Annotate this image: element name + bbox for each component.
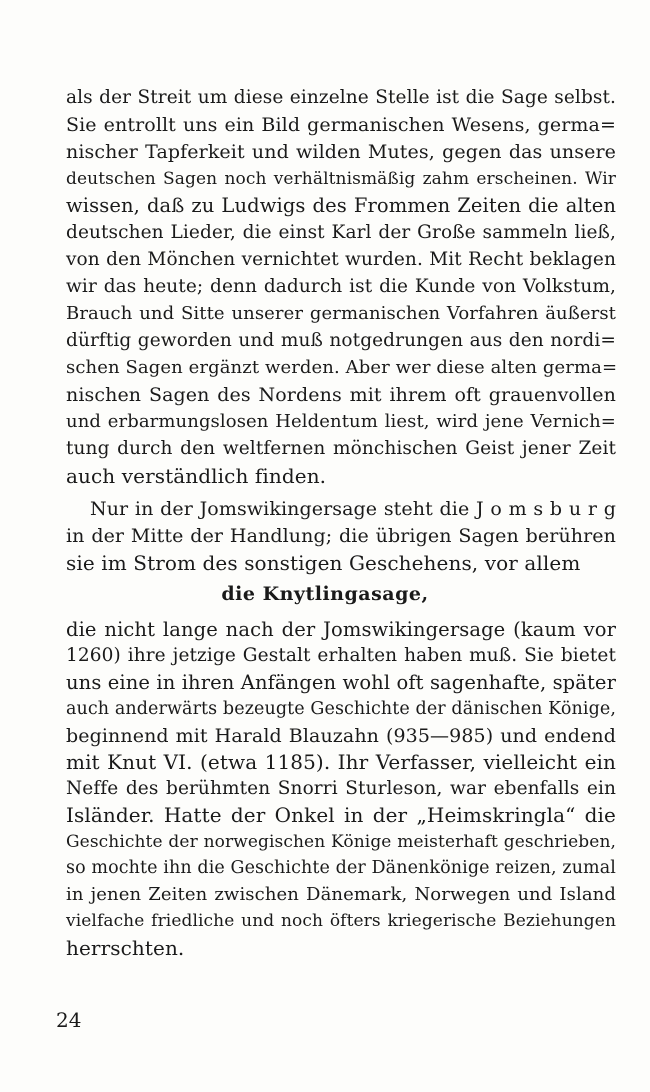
text-line: auch verständlich finden. bbox=[66, 464, 327, 488]
text-line: so mochte ihn die Geschichte der Dänenkönige reizen, zumal bbox=[66, 858, 616, 878]
text-line: nischen Sagen des Nordens mit ihrem oft grauenvollen bbox=[66, 384, 616, 406]
text-line: tung durch den weltfernen mönchischen Geist jener Zeit bbox=[66, 438, 616, 459]
text-line: Brauch und Sitte unserer germanischen Vorfahren äußerst bbox=[66, 303, 616, 324]
text-line: dürftig geworden und muß notgedrungen aus den nordi= bbox=[66, 330, 616, 351]
text-line: auch anderwärts bezeugte Geschichte der dänischen Könige, bbox=[66, 699, 616, 719]
text-line: herrschten. bbox=[66, 936, 185, 960]
text-line: 1260) ihre jetzige Gestalt erhalten haben muß. Sie bietet bbox=[66, 645, 616, 666]
text-line: sie im Strom des sonstigen Geschehens, vor allem bbox=[66, 551, 581, 575]
text-line: in jenen Zeiten zwischen Dänemark, Norwegen und Island bbox=[66, 884, 616, 905]
text-line: von den Mönchen vernichtet wurden. Mit Recht beklagen bbox=[66, 249, 616, 270]
text-line: wir das heute; denn dadurch ist die Kunde von Volkstum, bbox=[66, 276, 616, 297]
text-line: deutschen Sagen noch verhältnismäßig zahm erscheinen. Wir bbox=[66, 169, 616, 189]
text-line: Neffe des berühmten Snorri Sturleson, war ebenfalls ein bbox=[66, 778, 616, 799]
text-line: in der Mitte der Handlung; die übrigen Sagen berühren bbox=[66, 525, 616, 547]
text-line: wissen, daß zu Ludwigs des Frommen Zeiten die alten bbox=[66, 194, 616, 217]
text-line: beginnend mit Harald Blauzahn (935—985) und endend bbox=[66, 725, 616, 747]
text-line: vielfache friedliche und noch öfters kriegerische Beziehungen bbox=[66, 911, 616, 931]
text-line: die nicht lange nach der Jomswikingersage (kaum vor bbox=[66, 618, 616, 641]
text-line: mit Knut VI. (etwa 1185). Ihr Verfasser, vielleicht ein bbox=[66, 750, 616, 774]
text-line: als der Streit um diese einzelne Stelle ist die Sage selbst. bbox=[66, 87, 616, 108]
text-line: nischer Tapferkeit und wilden Mutes, gegen das unsere bbox=[66, 141, 616, 163]
text-line: uns eine in ihren Anfängen wohl oft sagenhafte, später bbox=[66, 671, 616, 694]
text-line: schen Sagen ergänzt werden. Aber wer diese alten germa= bbox=[66, 357, 618, 378]
text-line: und erbarmungslosen Heldentum liest, wird jene Vernich= bbox=[66, 411, 616, 432]
text-line: Sie entrollt uns ein Bild germanischen Wesens, germa= bbox=[66, 114, 616, 136]
page-number: 24 bbox=[56, 1008, 82, 1032]
text-line: Geschichte der norwegischen Könige meisterhaft geschrieben, bbox=[66, 832, 616, 852]
text-line: deutschen Lieder, die einst Karl der Große sammeln ließ, bbox=[66, 222, 616, 243]
section-heading: die Knytlingasage, bbox=[221, 583, 429, 605]
text-line: Isländer. Hatte der Onkel in der „Heimskringla“ die bbox=[66, 803, 616, 827]
text-line: Nur in der Jomswikingersage steht die J o m s b u r g bbox=[90, 498, 616, 520]
